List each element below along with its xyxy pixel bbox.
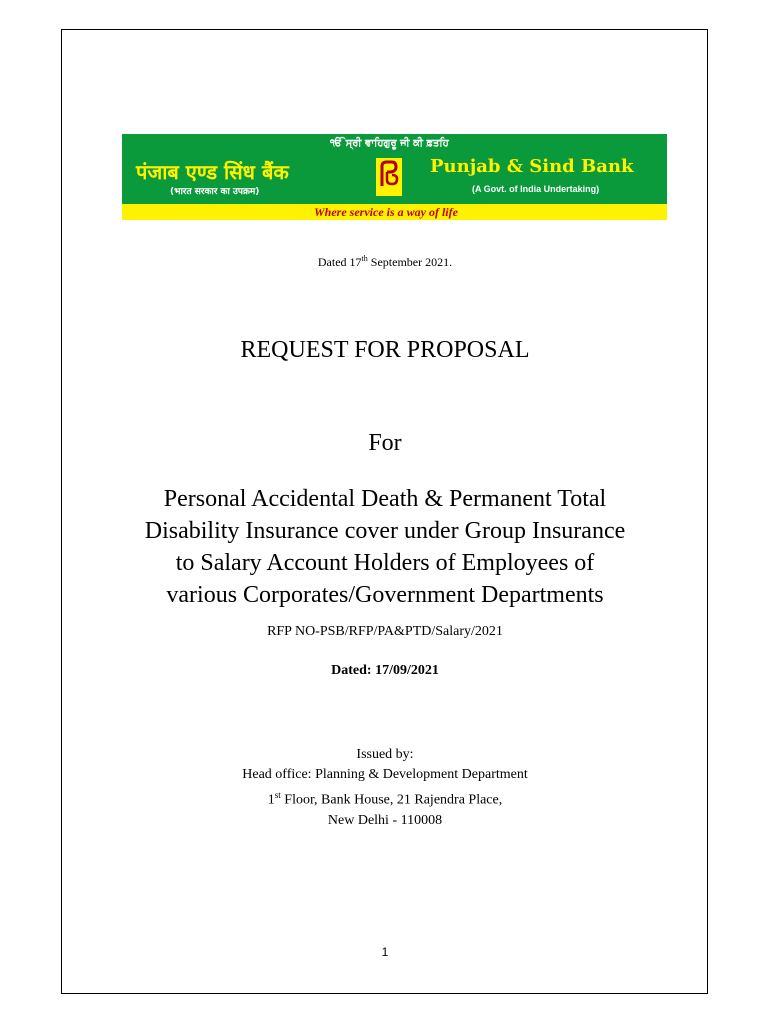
document-date bbox=[0, 254, 770, 270]
date-suffix: September 2021. bbox=[367, 255, 453, 269]
address-prefix: 1 bbox=[267, 792, 275, 808]
rfp-number: RFP NO-PSB/RFP/PA&PTD/Salary/2021 bbox=[267, 624, 503, 639]
bank-subtitle-hindi: (भारत सरकार का उपक्रम) bbox=[170, 187, 260, 197]
gurmukhi-invocation: ੴ ਸ੍ਰੀ ਵਾਹਿਗੁਰੂ ਜੀ ਕੀ ਫ਼ਤਹਿ bbox=[330, 138, 449, 149]
issuer-address bbox=[0, 785, 770, 811]
date-prefix: Dated 17 bbox=[317, 255, 362, 269]
subject-line: Disability Insurance cover under Group Insurance bbox=[144, 518, 626, 544]
bank-name-english: Punjab & Sind Bank bbox=[430, 156, 634, 177]
document-heading: REQUEST FOR PROPOSAL bbox=[240, 337, 530, 363]
bank-banner bbox=[122, 134, 667, 220]
address-superscript: st bbox=[274, 790, 281, 800]
date-superscript: th bbox=[361, 254, 368, 263]
for-label: For bbox=[368, 430, 402, 456]
bank-name-hindi: पंजाब एण्ड सिंध बैंक bbox=[136, 160, 289, 184]
issuer-office: Head office: Planning & Development Department bbox=[242, 767, 528, 782]
page-number: 1 bbox=[381, 945, 389, 959]
psb-logo-mark bbox=[378, 160, 400, 188]
subject-line: to Salary Account Holders of Employees of bbox=[175, 550, 595, 576]
document-subject bbox=[110, 483, 660, 611]
bank-subtitle-english: (A Govt. of India Undertaking) bbox=[472, 184, 600, 194]
address-suffix: Floor, Bank House, 21 Rajendra Place, bbox=[280, 792, 503, 808]
issuer-city: New Delhi - 110008 bbox=[327, 812, 443, 828]
psb-logo-icon bbox=[376, 158, 402, 196]
bank-tagline: Where service is a way of life bbox=[314, 205, 458, 219]
issuer-block bbox=[0, 745, 770, 831]
subject-line: various Corporates/Government Departments bbox=[166, 582, 604, 608]
rfp-date: Dated: 17/09/2021 bbox=[331, 663, 439, 678]
subject-line: Personal Accidental Death & Permanent Total bbox=[163, 486, 607, 512]
issued-by-label: Issued by: bbox=[356, 747, 414, 762]
